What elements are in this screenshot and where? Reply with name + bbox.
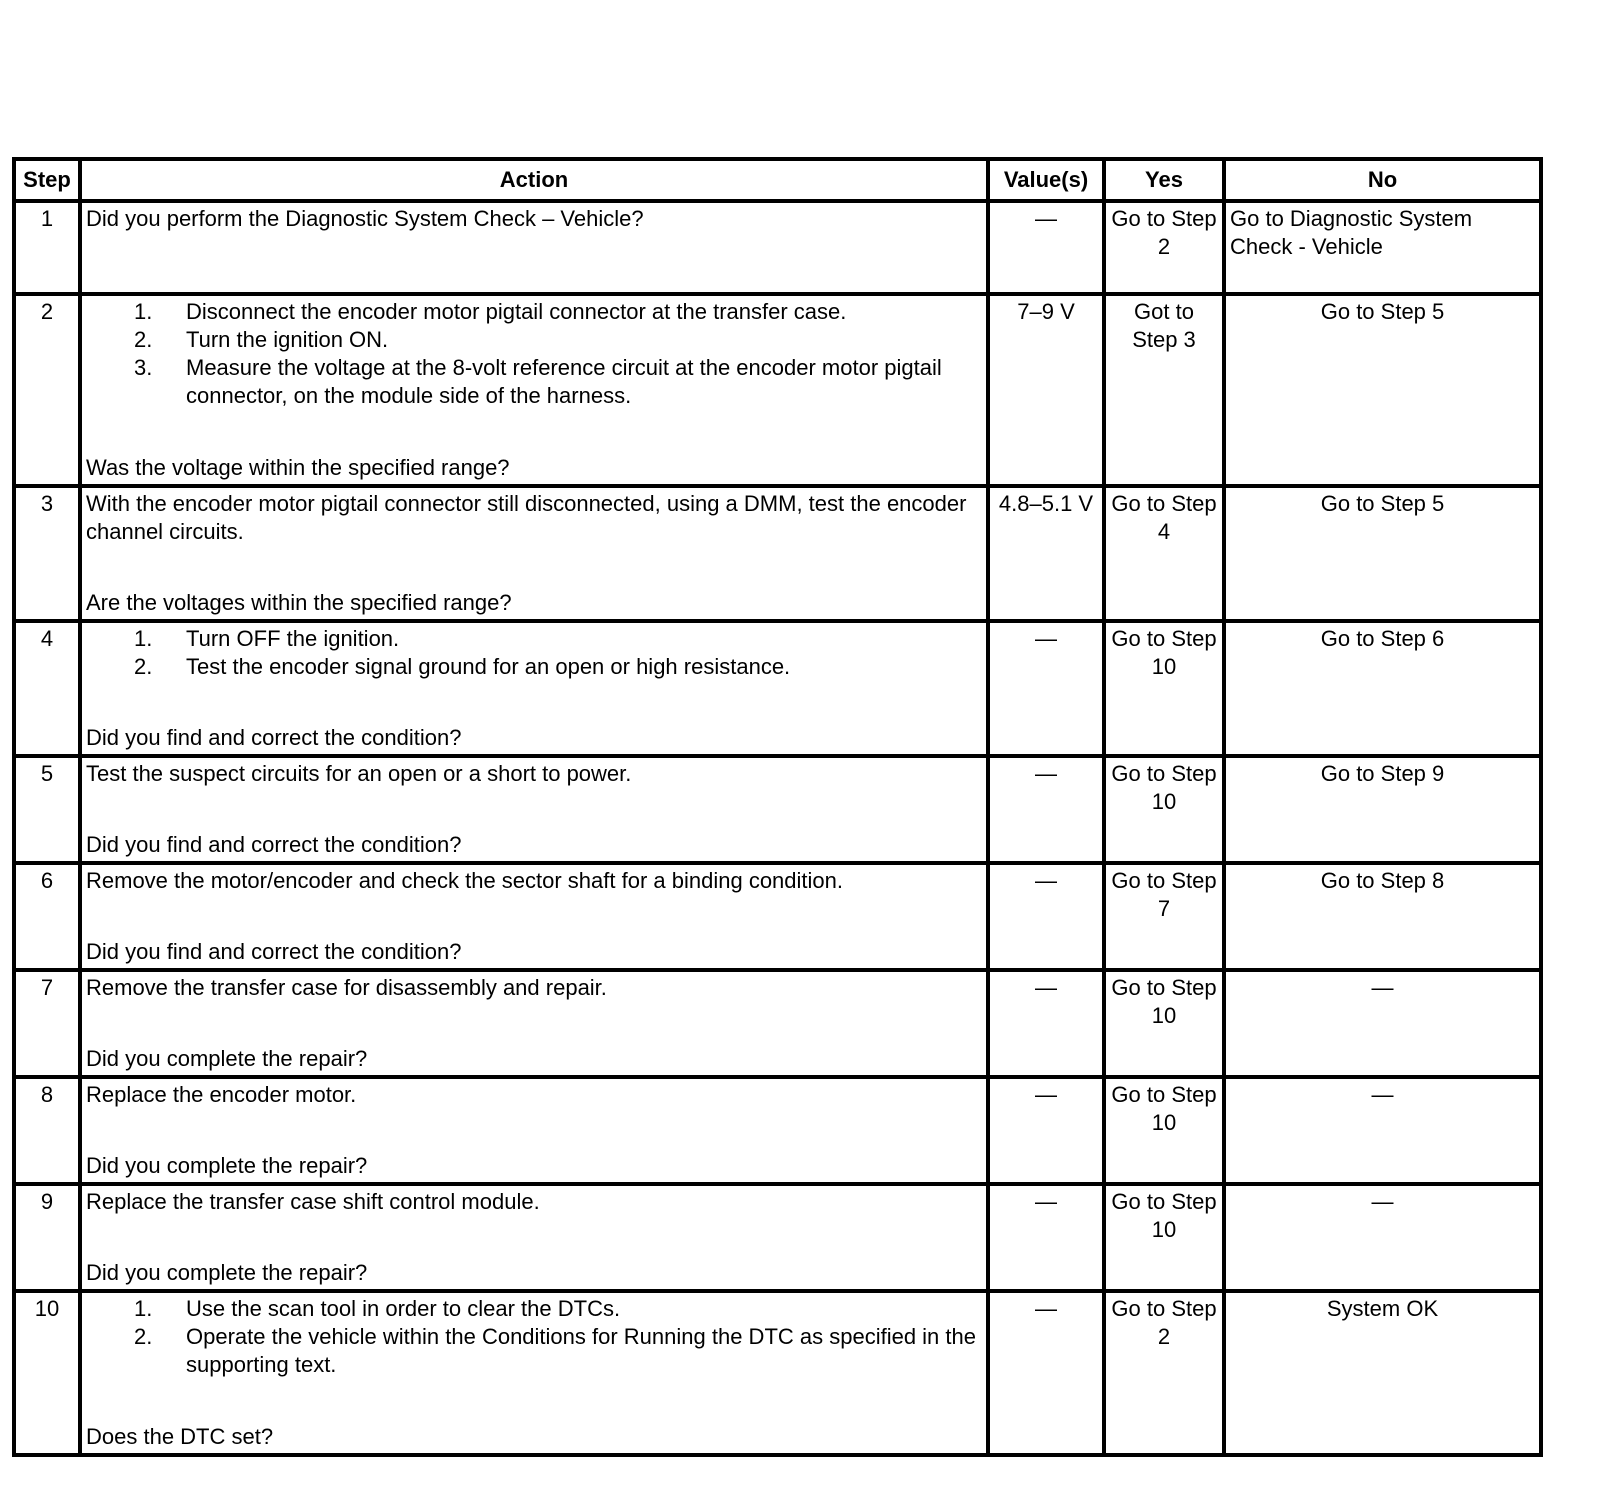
step-number: 4 bbox=[14, 621, 80, 756]
action-cell bbox=[80, 756, 988, 863]
step-number: 2 bbox=[14, 294, 80, 486]
action-cell bbox=[80, 1184, 988, 1291]
action-step-list bbox=[86, 625, 982, 681]
action-cell bbox=[80, 863, 988, 970]
table-row bbox=[14, 1077, 1541, 1184]
action-step-item bbox=[134, 1295, 982, 1323]
no-cell: — bbox=[1224, 970, 1541, 1077]
action-instruction: With the encoder motor pigtail connector still disconnected, using a DMM, test the encoder channel circuits. bbox=[86, 491, 967, 544]
yes-cell: Go to Step 10 bbox=[1104, 970, 1224, 1077]
no-cell: Go to Step 5 bbox=[1224, 486, 1541, 621]
table-row bbox=[14, 1184, 1541, 1291]
header-values: Value(s) bbox=[988, 159, 1104, 201]
action-cell bbox=[80, 970, 988, 1077]
no-cell: Go to Step 8 bbox=[1224, 863, 1541, 970]
action-question: Did you find and correct the condition? bbox=[86, 939, 462, 964]
action-step-item bbox=[134, 1323, 982, 1379]
no-cell: Go to Step 5 bbox=[1224, 294, 1541, 486]
value-cell: — bbox=[988, 201, 1104, 294]
yes-cell: Go to Step 10 bbox=[1104, 1077, 1224, 1184]
action-step-text: Test the encoder signal ground for an open or high resistance. bbox=[186, 654, 791, 679]
action-question: Did you complete the repair? bbox=[86, 1153, 368, 1178]
action-cell bbox=[80, 621, 988, 756]
table-row bbox=[14, 756, 1541, 863]
no-cell: — bbox=[1224, 1184, 1541, 1291]
action-step-text: Measure the voltage at the 8-volt reference circuit at the encoder motor pigtail connector, on the module side of the harness. bbox=[186, 355, 942, 408]
no-cell: Go to Step 9 bbox=[1224, 756, 1541, 863]
no-cell: System OK bbox=[1224, 1291, 1541, 1455]
action-step-text: Disconnect the encoder motor pigtail connector at the transfer case. bbox=[186, 299, 847, 324]
step-number: 1 bbox=[14, 201, 80, 294]
diagnostic-table bbox=[12, 157, 1543, 1457]
yes-cell: Go to Step 7 bbox=[1104, 863, 1224, 970]
action-question: Did you complete the repair? bbox=[86, 1260, 368, 1285]
action-step-list bbox=[86, 298, 982, 410]
action-step-text: Turn OFF the ignition. bbox=[186, 626, 400, 651]
step-number: 8 bbox=[14, 1077, 80, 1184]
no-cell: Go to Step 6 bbox=[1224, 621, 1541, 756]
table-row bbox=[14, 970, 1541, 1077]
action-instruction: Remove the motor/encoder and check the sector shaft for a binding condition. bbox=[86, 868, 843, 893]
action-question: Did you complete the repair? bbox=[86, 1046, 368, 1071]
value-cell: — bbox=[988, 970, 1104, 1077]
value-cell: — bbox=[988, 756, 1104, 863]
value-cell: — bbox=[988, 1077, 1104, 1184]
value-cell: 4.8–5.1 V bbox=[988, 486, 1104, 621]
action-step-number: 1. bbox=[134, 626, 153, 651]
step-number: 5 bbox=[14, 756, 80, 863]
header-yes: Yes bbox=[1104, 159, 1224, 201]
action-step-number: 3. bbox=[134, 355, 153, 380]
action-step-number: 1. bbox=[134, 1296, 153, 1321]
action-instruction: Test the suspect circuits for an open or a short to power. bbox=[86, 761, 632, 786]
no-cell: Go to Diagnostic System Check - Vehicle bbox=[1224, 201, 1541, 294]
action-step-number: 1. bbox=[134, 299, 153, 324]
step-number: 7 bbox=[14, 970, 80, 1077]
action-step-item bbox=[134, 326, 982, 354]
action-question: Did you find and correct the condition? bbox=[86, 725, 462, 750]
action-step-text: Turn the ignition ON. bbox=[186, 327, 389, 352]
table-row bbox=[14, 1291, 1541, 1455]
value-cell: — bbox=[988, 1184, 1104, 1291]
yes-cell: Got to Step 3 bbox=[1104, 294, 1224, 486]
action-step-item bbox=[134, 298, 982, 326]
action-cell bbox=[80, 486, 988, 621]
step-number: 10 bbox=[14, 1291, 80, 1455]
action-step-item bbox=[134, 354, 982, 410]
table-body bbox=[14, 201, 1541, 1455]
header-row bbox=[14, 159, 1541, 201]
action-step-text: Operate the vehicle within the Conditions for Running the DTC as specified in the supporting text. bbox=[186, 1324, 976, 1377]
no-cell: — bbox=[1224, 1077, 1541, 1184]
table-row bbox=[14, 621, 1541, 756]
step-number: 6 bbox=[14, 863, 80, 970]
action-cell bbox=[80, 1291, 988, 1455]
action-instruction: Replace the transfer case shift control module. bbox=[86, 1189, 540, 1214]
table-row bbox=[14, 294, 1541, 486]
action-instruction: Did you perform the Diagnostic System Check – Vehicle? bbox=[86, 206, 644, 231]
step-number: 3 bbox=[14, 486, 80, 621]
yes-cell: Go to Step 10 bbox=[1104, 621, 1224, 756]
yes-cell: Go to Step 10 bbox=[1104, 756, 1224, 863]
header-action: Action bbox=[80, 159, 988, 201]
action-step-text: Use the scan tool in order to clear the DTCs. bbox=[186, 1296, 621, 1321]
action-instruction: Replace the encoder motor. bbox=[86, 1082, 357, 1107]
value-cell: — bbox=[988, 621, 1104, 756]
action-question: Does the DTC set? bbox=[86, 1424, 274, 1449]
action-cell bbox=[80, 201, 988, 294]
action-step-number: 2. bbox=[134, 1324, 153, 1349]
action-step-item bbox=[134, 625, 982, 653]
action-question: Did you find and correct the condition? bbox=[86, 832, 462, 857]
action-step-number: 2. bbox=[134, 327, 153, 352]
value-cell: 7–9 V bbox=[988, 294, 1104, 486]
step-number: 9 bbox=[14, 1184, 80, 1291]
action-step-list bbox=[86, 1295, 982, 1379]
yes-cell: Go to Step 2 bbox=[1104, 1291, 1224, 1455]
yes-cell: Go to Step 2 bbox=[1104, 201, 1224, 294]
action-step-item bbox=[134, 653, 982, 681]
table-row bbox=[14, 201, 1541, 294]
action-question: Was the voltage within the specified range? bbox=[86, 455, 510, 480]
yes-cell: Go to Step 4 bbox=[1104, 486, 1224, 621]
yes-cell: Go to Step 10 bbox=[1104, 1184, 1224, 1291]
action-step-number: 2. bbox=[134, 654, 153, 679]
action-question: Are the voltages within the specified range? bbox=[86, 590, 512, 615]
table-row bbox=[14, 863, 1541, 970]
header-step: Step bbox=[14, 159, 80, 201]
header-no: No bbox=[1224, 159, 1541, 201]
action-cell bbox=[80, 1077, 988, 1184]
value-cell: — bbox=[988, 1291, 1104, 1455]
action-cell bbox=[80, 294, 988, 486]
value-cell: — bbox=[988, 863, 1104, 970]
action-instruction: Remove the transfer case for disassembly and repair. bbox=[86, 975, 607, 1000]
table-row bbox=[14, 486, 1541, 621]
